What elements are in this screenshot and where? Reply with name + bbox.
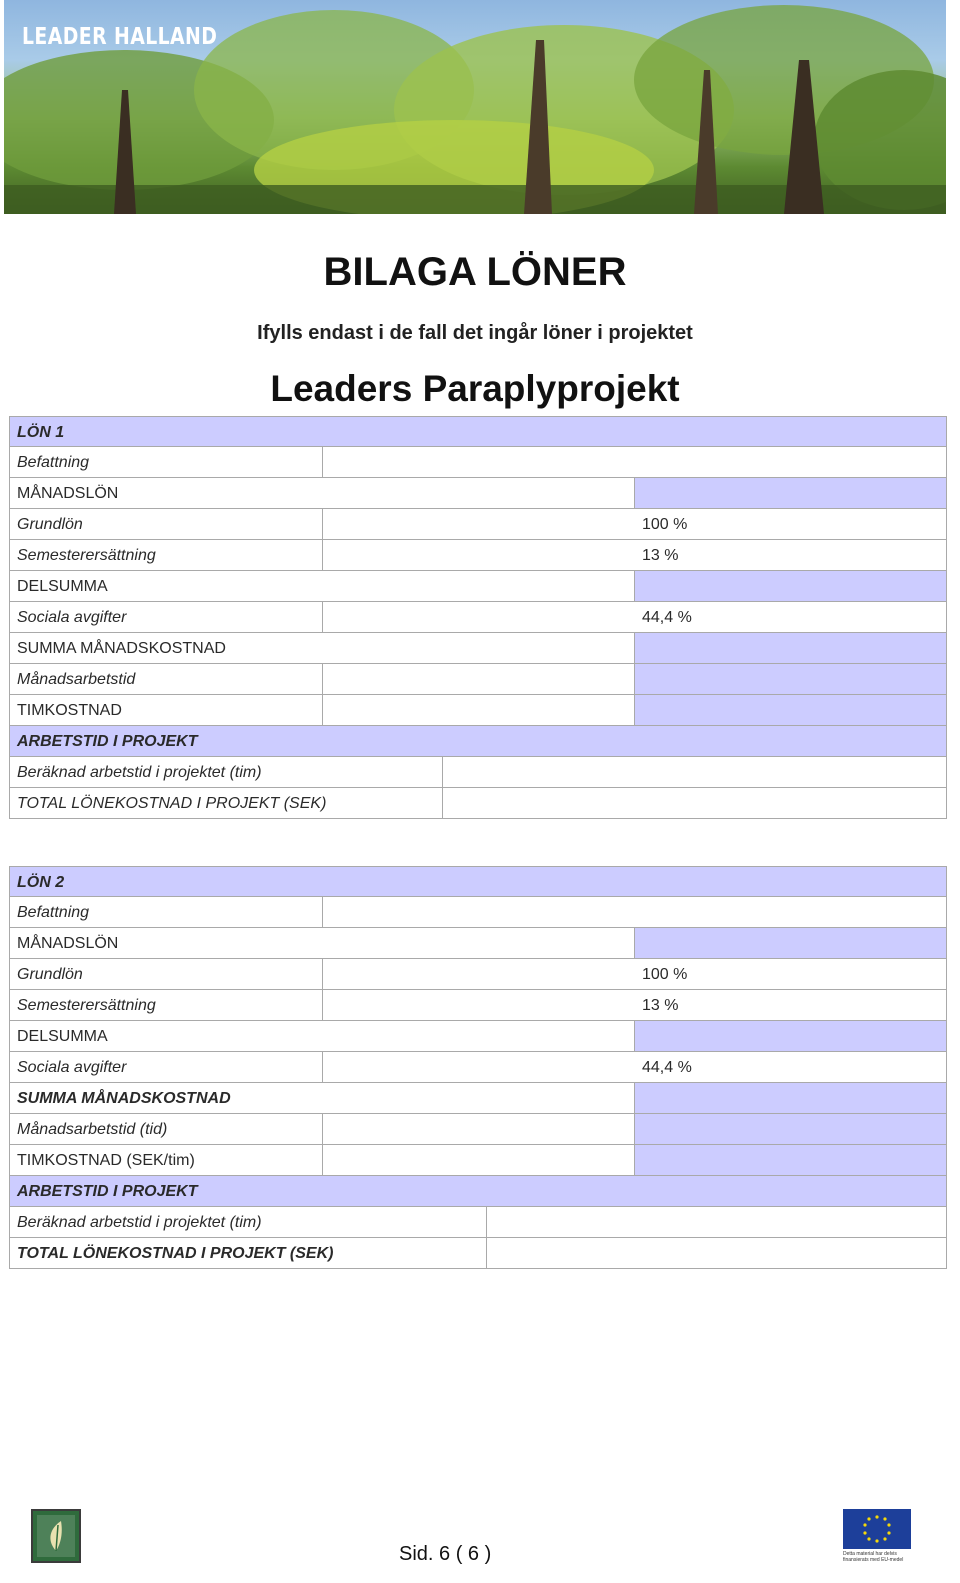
percent-value: 100 % bbox=[642, 966, 688, 983]
percent-value: 100 % bbox=[642, 516, 688, 533]
timkostnad-field[interactable] bbox=[634, 695, 946, 725]
table-row bbox=[10, 1238, 946, 1269]
grundlon-field[interactable] bbox=[322, 509, 946, 539]
table-row bbox=[10, 897, 946, 928]
summa-field[interactable] bbox=[634, 1083, 946, 1113]
table-row bbox=[10, 928, 946, 959]
summa-field[interactable] bbox=[634, 633, 946, 663]
befattning-field[interactable] bbox=[322, 897, 946, 927]
timkostnad-field[interactable] bbox=[634, 1145, 946, 1175]
eu-flag-icon bbox=[843, 1509, 911, 1549]
leaf-icon bbox=[33, 1511, 79, 1561]
table-row bbox=[10, 695, 946, 726]
table-header-row bbox=[10, 726, 946, 757]
table-row bbox=[10, 788, 946, 819]
table-row bbox=[10, 478, 946, 509]
timkostnad-spacer bbox=[322, 695, 634, 725]
eu-funding-text: Detta material har delvis finansierats med EU-medel bbox=[843, 1551, 904, 1563]
table-row bbox=[10, 633, 946, 664]
row-label: TOTAL LÖNEKOSTNAD I PROJEKT (SEK) bbox=[17, 1245, 334, 1262]
leader-logo bbox=[31, 1509, 81, 1563]
percent-value: 44,4 % bbox=[642, 609, 692, 626]
manadslon-field[interactable] bbox=[634, 478, 946, 508]
table-row bbox=[10, 1052, 946, 1083]
sociala-field[interactable] bbox=[322, 602, 946, 632]
row-label: Sociala avgifter bbox=[17, 609, 127, 626]
percent-value: 44,4 % bbox=[642, 1059, 692, 1076]
table-row bbox=[10, 1114, 946, 1145]
page-subtitle: Ifylls endast i de fall det ingår löner i projektet bbox=[257, 322, 693, 344]
befattning-field[interactable] bbox=[322, 447, 946, 477]
semester-field[interactable] bbox=[322, 540, 946, 570]
row-label: Grundlön bbox=[17, 516, 83, 533]
table-header-row bbox=[10, 1176, 946, 1207]
row-label: DELSUMMA bbox=[17, 1028, 108, 1045]
timkostnad-spacer bbox=[322, 1145, 634, 1175]
delsumma-field[interactable] bbox=[634, 1021, 946, 1051]
beraknad-field[interactable] bbox=[442, 757, 946, 787]
manadsarbetstid-result bbox=[634, 664, 946, 694]
section-label: ARBETSTID I PROJEKT bbox=[17, 1183, 198, 1200]
table-row bbox=[10, 509, 946, 540]
salary-table-1 bbox=[9, 416, 947, 819]
row-label: Månadsarbetstid bbox=[17, 671, 136, 688]
row-label: Beräknad arbetstid i projektet (tim) bbox=[17, 1214, 262, 1231]
row-label: MÅNADSLÖN bbox=[17, 485, 119, 502]
manadsarbetstid-field[interactable] bbox=[322, 1114, 634, 1144]
salary-table-2 bbox=[9, 866, 947, 1269]
row-label: TIMKOSTNAD (SEK/tim) bbox=[17, 1152, 195, 1169]
page-title: BILAGA LÖNER bbox=[323, 250, 627, 294]
table-row bbox=[10, 990, 946, 1021]
row-label: Beräknad arbetstid i projektet (tim) bbox=[17, 764, 262, 781]
table-row bbox=[10, 602, 946, 633]
table-row bbox=[10, 664, 946, 695]
table-row bbox=[10, 540, 946, 571]
row-label: Månadsarbetstid (tid) bbox=[17, 1121, 168, 1138]
section-label: LÖN 1 bbox=[17, 424, 65, 441]
table-row bbox=[10, 959, 946, 990]
row-label: SUMMA MÅNADSKOSTNAD bbox=[17, 1090, 231, 1107]
row-label: Sociala avgifter bbox=[17, 1059, 127, 1076]
leader-halland-logo: LEADER HALLAND bbox=[22, 24, 218, 50]
row-label: MÅNADSLÖN bbox=[17, 935, 119, 952]
total-field[interactable] bbox=[486, 1238, 946, 1268]
percent-value: 13 % bbox=[642, 997, 679, 1014]
sociala-field[interactable] bbox=[322, 1052, 946, 1082]
table-row bbox=[10, 1021, 946, 1052]
page-number: Sid. 6 ( 6 ) bbox=[399, 1543, 492, 1565]
semester-field[interactable] bbox=[322, 990, 946, 1020]
table-header-row bbox=[10, 866, 946, 897]
header-banner-image bbox=[4, 0, 946, 214]
row-label: Befattning bbox=[17, 904, 90, 921]
total-field[interactable] bbox=[442, 788, 946, 818]
row-label: TIMKOSTNAD bbox=[17, 702, 122, 719]
row-label: Semesterersättning bbox=[17, 547, 156, 564]
delsumma-field[interactable] bbox=[634, 571, 946, 601]
row-label: TOTAL LÖNEKOSTNAD I PROJEKT (SEK) bbox=[17, 795, 327, 812]
table-row bbox=[10, 571, 946, 602]
table-row bbox=[10, 447, 946, 478]
beraknad-field[interactable] bbox=[486, 1207, 946, 1237]
table-row bbox=[10, 1207, 946, 1238]
manadsarbetstid-field[interactable] bbox=[322, 664, 634, 694]
row-label: Semesterersättning bbox=[17, 997, 156, 1014]
table-row bbox=[10, 757, 946, 788]
percent-value: 13 % bbox=[642, 547, 679, 564]
section-label: ARBETSTID I PROJEKT bbox=[17, 733, 198, 750]
manadslon-field[interactable] bbox=[634, 928, 946, 958]
row-label: Grundlön bbox=[17, 966, 83, 983]
grundlon-field[interactable] bbox=[322, 959, 946, 989]
table-row bbox=[10, 1145, 946, 1176]
row-label: SUMMA MÅNADSKOSTNAD bbox=[17, 640, 226, 657]
manadsarbetstid-result bbox=[634, 1114, 946, 1144]
table-header-row bbox=[10, 416, 946, 447]
project-name: Leaders Paraplyprojekt bbox=[270, 368, 680, 409]
table-row bbox=[10, 1083, 946, 1114]
row-label: Befattning bbox=[17, 454, 90, 471]
section-label: LÖN 2 bbox=[17, 874, 65, 891]
row-label: DELSUMMA bbox=[17, 578, 108, 595]
